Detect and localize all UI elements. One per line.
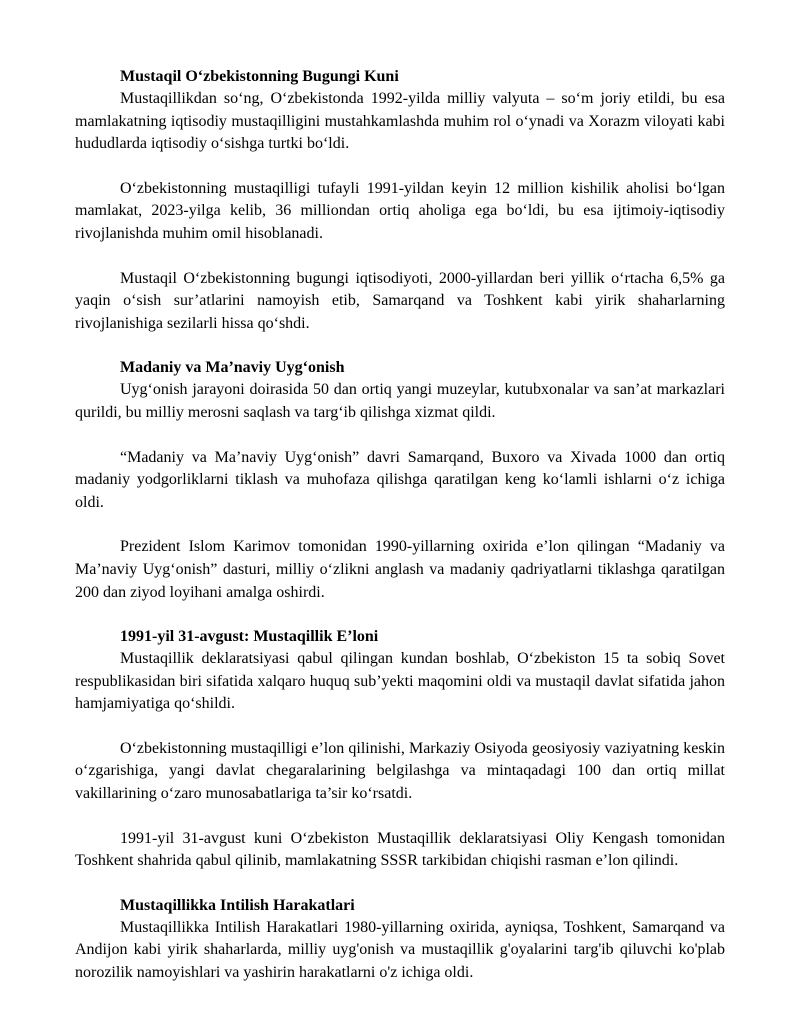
- paragraph: O‘zbekistonning mustaqilligi tufayli 1991-yildan keyin 12 million kishilik aholisi bo‘lgan mamlakat, 2023-yilga kelib, 36 milliondan ortiq aholiga ega bo‘ldi, bu esa ijtimoiy-iqtisodiy rivojlanishda muhim omil hisoblanadi.: [75, 179, 725, 242]
- paragraph: Mustaqillik deklaratsiyasi qabul qilingan kundan boshlab, O‘zbekiston 15 ta sobiq Sovet respublikasidan biri sifatida xalqaro huquq sub’yekti maqomini oldi va mustaqil davlat sifatida jahon hamjamiyatiga qo‘shildi.: [75, 650, 725, 713]
- paragraph: O‘zbekistonning mustaqilligi e’lon qilinishi, Markaziy Osiyoda geosiyosiy vaziyatning keskin o‘zgarishiga, yangi davlat chegaralarining belgilashga va mintaqadagi 100 dan ortiq millat vakillarining o‘zaro munosabatlariga ta’sir ko‘rsatdi.: [75, 739, 725, 803]
- paragraph: Uyg‘onish jarayoni doirasida 50 dan ortiq yangi muzeylar, kutubxonalar va san’at markazlari qurildi, bu milliy merosni saqlash va targ‘ib qilishga xizmat qildi.: [75, 381, 725, 421]
- paragraph: 1991-yil 31-avgust kuni O‘zbekiston Mustaqillik deklaratsiyasi Oliy Kengash tomonidan Toshkent shahrida qabul qilinib, mamlakatning SSSR tarkibidan chiqishi rasman e’lon qilindi.: [75, 829, 725, 870]
- section-heading: 1991-yil 31-avgust: Mustaqillik E’loni: [120, 628, 379, 646]
- section-heading: Madaniy va Ma’naviy Uyg‘onish: [120, 359, 345, 377]
- document-page: [75, 66, 725, 1007]
- paragraph: Mustaqil O‘zbekistonning bugungi iqtisodiyoti, 2000-yillardan beri yillik o‘rtacha 6,5% ga yaqin o‘sish sur’atlarini namoyish etib, Samarqand va Toshkent kabi yirik shaharlarning rivojlanishiga sezilarli hissa qo‘shdi.: [75, 269, 725, 332]
- section-madaniy-uygonish: [75, 357, 725, 604]
- section-heading: Mustaqillikka Intilish Harakatlari: [120, 896, 355, 914]
- section-mustaqillik-eloni: [75, 626, 725, 873]
- section-heading: Mustaqil O‘zbekistonning Bugungi Kuni: [120, 68, 399, 85]
- paragraph: Prezident Islom Karimov tomonidan 1990-yillarning oxirida e’lon qilingan “Madaniy va Ma’naviy Uyg‘onish” dasturi, milliy o‘zlikni anglash va madaniy qadriyatlarni tiklashga qaratilgan 200 dan ziyod loyihani amalga oshirdi.: [75, 538, 725, 601]
- paragraph: Mustaqillikdan so‘ng, O‘zbekistonda 1992-yilda milliy valyuta – so‘m joriy etildi, bu esa mamlakatning iqtisodiy mustaqilligini mustahkamlashda muhim rol o‘ynadi va Xorazm viloyati kabi hududlarda iqtisodiy o‘sishga turtki bo‘ldi.: [75, 90, 725, 153]
- paragraph: Mustaqillikka Intilish Harakatlari 1980-yillarning oxirida, ayniqsa, Toshkent, Samarqand va Andijon kabi yirik shaharlarda, milliy uyg'onish va mustaqillik g'oyalarini targ'ib qiluvchi ko'plab norozilik namoyishlari va yashirin harakatlarni o'z ichiga oldi.: [75, 918, 725, 982]
- paragraph: “Madaniy va Ma’naviy Uyg‘onish” davri Samarqand, Buxoro va Xivada 1000 dan ortiq madaniy yodgorliklarni tiklash va muhofaza qilishga qaratilgan keng ko‘lamli ishlarni o‘z ichiga oldi.: [75, 448, 725, 511]
- section-bugungi-kuni: [75, 66, 725, 335]
- section-intilish-harakatlari: [75, 895, 725, 985]
